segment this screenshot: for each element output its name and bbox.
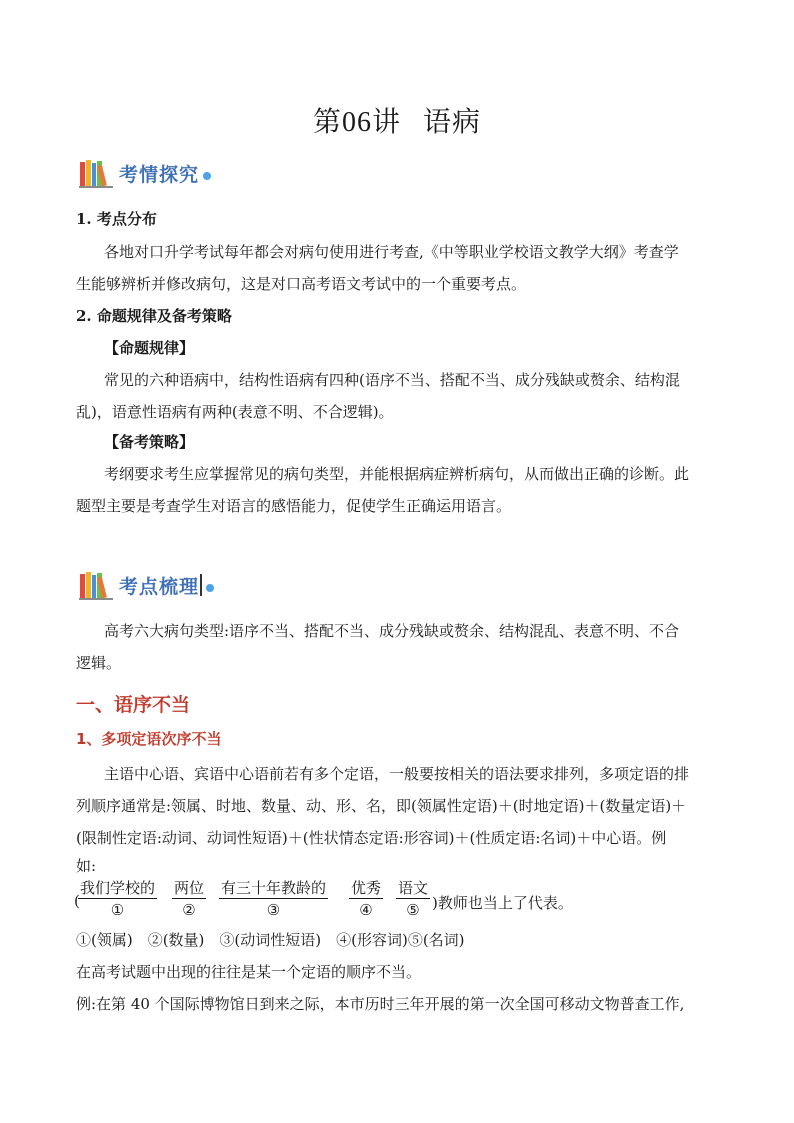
segment-number: ② (182, 901, 196, 919)
heading-fenbu: 1. 考点分布 (76, 210, 157, 228)
para-guilv-2: 乱)，语意性语病有两种(表意不明、不合逻辑)。 (76, 403, 394, 421)
para-note: 在高考试题中出现的往往是某一个定语的顺序不当。 (76, 963, 422, 981)
para-lizi: 例:在第 40 个国际博物馆日到来之际，本市历时三年开展的第一次全国可移动文物普查工作, (76, 995, 685, 1013)
page-title (0, 100, 794, 140)
dot-icon (206, 584, 214, 592)
segment-word: 我们学校的 (80, 879, 156, 897)
title-topic: 语病 (423, 105, 482, 138)
segment-word: 有三十年教龄的 (221, 879, 327, 897)
tag-celue: 【备考策略】 (104, 433, 195, 451)
para-dingyu-3: (限制性定语:动词、动词性短语)＋(性状情态定语:形容词)＋(性质定语:名词)＋中心语。例 (76, 829, 667, 847)
example-tail: )教师也当上了代表。 (432, 894, 573, 912)
example-sentence (74, 878, 774, 928)
tag-guilv: 【命题规律】 (104, 339, 195, 357)
example-segment (396, 878, 430, 921)
banner-kaodian-text: 考点梳理 (119, 575, 200, 598)
para-guilv-1: 常见的六种语病中，结构性语病有四种(语序不当、搭配不当、成分残缺或赘余、结构混 (104, 371, 680, 389)
example-segment (349, 878, 383, 921)
subheading-dingyu: 1、多项定语次序不当 (76, 730, 222, 748)
example-segment (172, 878, 206, 921)
heading-guilv: 2. 命题规律及备考策略 (76, 307, 232, 325)
para-intro-1: 高考六大病句类型:语序不当、搭配不当、成分残缺或赘余、结构混乱、表意不明、不合 (104, 622, 680, 640)
para-dingyu-2: 列顺序通常是:领属、时地、数量、动、形、名，即(领属性定语)＋(时地定语)＋(数量定语)＋ (76, 797, 687, 815)
title-prefix: 第 (312, 105, 342, 138)
para-dingyu-4: 如: (76, 857, 97, 875)
para-celue-1: 考纲要求考生应掌握常见的病句类型，并能根据病症辨析病句，从而做出正确的诊断。此 (104, 465, 690, 483)
section-heading-yuxu: 一、语序不当 (76, 694, 191, 716)
books-icon (79, 158, 113, 188)
books-icon (79, 570, 113, 600)
segment-word: 两位 (174, 879, 205, 897)
segment-number: ⑤ (406, 901, 420, 919)
para-dingyu-1: 主语中心语、宾语中心语前若有多个定语，一般要按相关的语法要求排列，多项定语的排 (104, 765, 690, 783)
banner-kaoqing (79, 156, 211, 190)
para-intro-2: 逻辑。 (76, 654, 122, 672)
text-cursor (200, 574, 202, 596)
example-open-paren: ( (74, 892, 80, 910)
segment-number: ③ (266, 901, 281, 919)
example-segment (78, 878, 157, 921)
segment-word: 语文 (398, 879, 429, 897)
example-segment (219, 878, 328, 921)
dot-icon (203, 172, 211, 180)
para-celue-2: 题型主要是考查学生对语言的感悟能力，促使学生正确运用语言。 (76, 497, 512, 515)
segment-word: 优秀 (351, 879, 382, 897)
banner-kaoqing-text: 考情探究 (119, 163, 200, 186)
banner-kaodian (79, 568, 214, 602)
segment-number: ① (110, 901, 125, 919)
title-mid: 讲 (371, 105, 401, 138)
example-legend: ①(领属) ②(数量) ③(动词性短语) ④(形容词)⑤(名词) (76, 931, 465, 949)
para-fenbu-2: 生能够辨析并修改病句，这是对口高考语文考试中的一个重要考点。 (76, 275, 527, 293)
title-number: 06 (341, 107, 372, 138)
para-fenbu-1: 各地对口升学考试每年都会对病句使用进行考查,《中等职业学校语文教学大纲》考查学 (104, 243, 679, 261)
segment-number: ④ (359, 901, 373, 919)
